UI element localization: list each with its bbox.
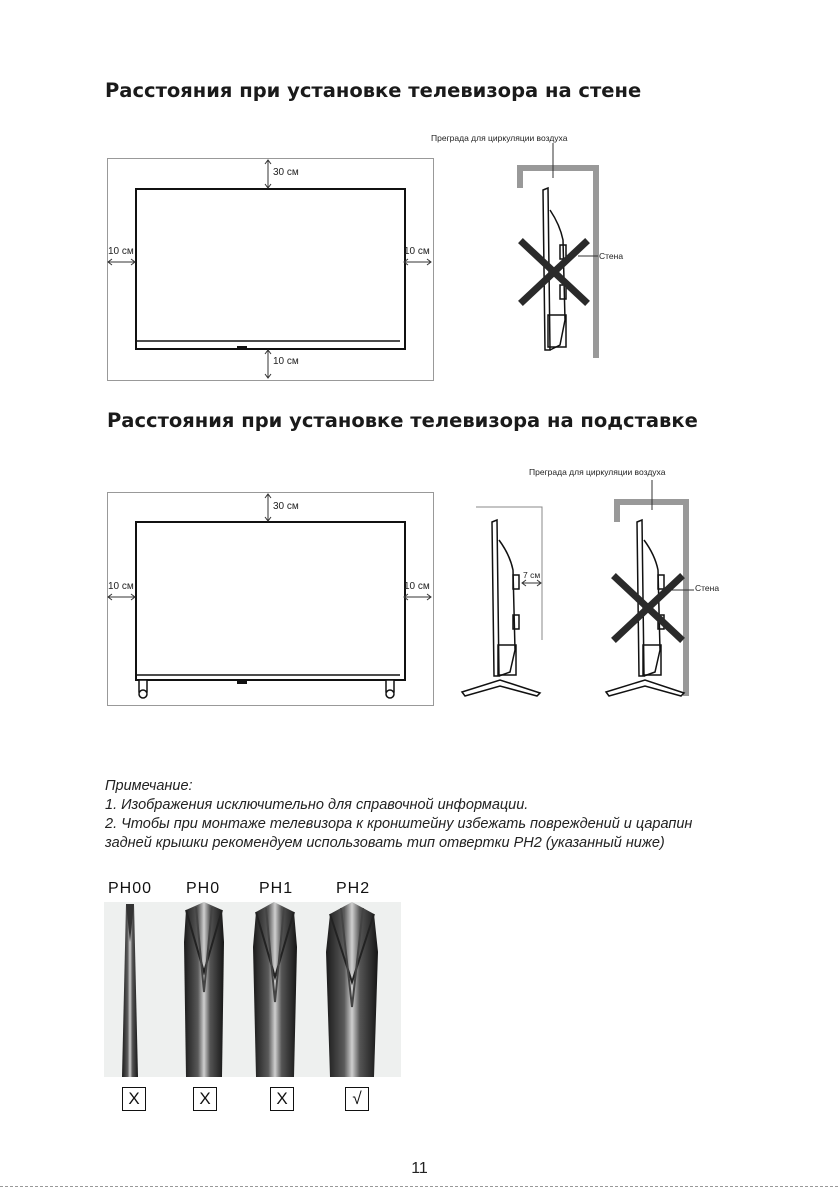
screwdriver-label-ph2: PH2 — [336, 880, 371, 897]
page-number: 11 — [411, 1160, 428, 1177]
wall-right-gap-label: 10 см — [404, 246, 430, 257]
wall-bottom-gap-label: 10 см — [273, 356, 299, 367]
note-heading: Примечание: — [105, 778, 193, 794]
wall-wall-label: Стена — [599, 251, 624, 261]
note-line-1: 1. Изображения исключительно для справочной информации. — [105, 797, 529, 813]
stand-section-title: Расстояния при установке телевизора на подставке — [107, 409, 698, 432]
stand-rear-gap-label: 7 см — [523, 570, 541, 580]
screwdriver-tips-photo — [104, 902, 401, 1077]
wall-barrier-label: Преграда для циркуляции воздуха — [431, 133, 568, 143]
screwdriver-mark-ph0: X — [193, 1087, 217, 1111]
screwdriver-mark-ph00: X — [122, 1087, 146, 1111]
screwdriver-mark-ph2: √ — [345, 1087, 369, 1111]
screwdriver-mark-ph1: X — [270, 1087, 294, 1111]
wall-top-gap-label: 30 см — [273, 167, 299, 178]
screwdriver-label-ph0: PH0 — [186, 880, 221, 897]
wall-left-gap-label: 10 см — [108, 246, 134, 257]
stand-right-gap-label: 10 см — [404, 581, 430, 592]
screwdriver-label-ph00: PH00 — [108, 880, 153, 897]
note-line-3: задней крышки рекомендуем использовать тип отвертки PH2 (указанный ниже) — [105, 835, 665, 851]
wall-section-title: Расстояния при установке телевизора на стене — [105, 79, 642, 102]
note-line-2: 2. Чтобы при монтаже телевизора к кронштейну избежать повреждений и царапин — [105, 816, 693, 832]
screwdriver-label-ph1: PH1 — [259, 880, 294, 897]
stand-left-gap-label: 10 см — [108, 581, 134, 592]
stand-barrier-label: Преграда для циркуляции воздуха — [529, 467, 666, 477]
footer-divider — [0, 1186, 839, 1187]
stand-wall-label: Стена — [695, 583, 720, 593]
stand-top-gap-label: 30 см — [273, 501, 299, 512]
